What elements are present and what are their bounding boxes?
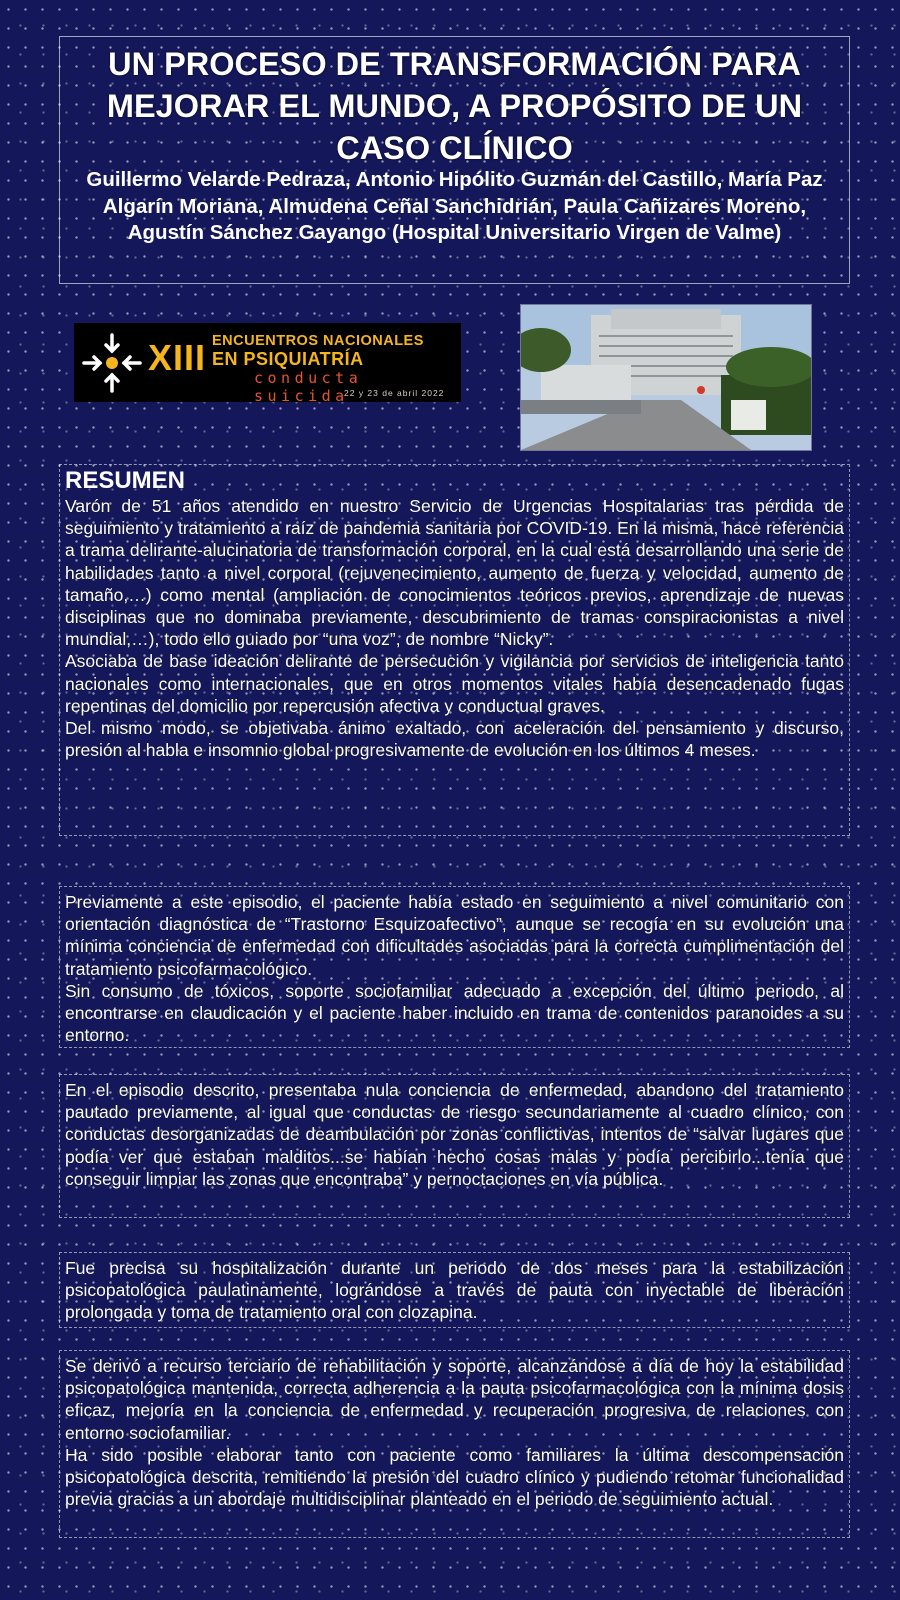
resumen-box (59, 464, 850, 836)
logo-line1: ENCUENTROS NACIONALES (212, 333, 424, 349)
crescent-decoration-icon (6, 1206, 62, 1268)
congress-logo (74, 323, 461, 402)
followup-box (59, 1350, 850, 1538)
hospital-building-image (521, 305, 811, 450)
logo-line4: 22 y 23 de abril 2022 (344, 388, 445, 398)
history-box (59, 886, 850, 1048)
resumen-paragraph-2: Asociaba de base ideación delirante de persecución y vigilancia por servicios de inteligencia tanto nacionales como internacionales, que en otros momentos vitales había desencadenado fugas repentinas del domicilio por repercusión afectiva y conductual graves. (65, 651, 844, 716)
history-paragraph-2: Sin consumo de tóxicos, soporte sociofamiliar adecuado a excepción del último periodo, al encontrarse en claudicación y el paciente haber incluido en trama de contenidos paranoides a su entorno. (65, 980, 844, 1046)
logo-line2: EN PSIQUIATRÍA (212, 349, 364, 369)
crescent-decoration-icon (0, 840, 70, 920)
episode-box (59, 1074, 850, 1218)
followup-paragraph-1: Se derivó a recurso terciario de rehabilitación y soporte, alcanzándose a día de hoy la estabilidad psicopatológica mantenida, correcta adherencia a la pauta psicofarmacológica con la mínima dosis eficaz, mejoría en la conciencia de enfermedad y recuperación progresiva de relaciones con entorno sociofamiliar. (65, 1356, 844, 1443)
history-paragraph-1: Previamente a este episodio, el paciente había estado en seguimiento a nivel comunitario con orientación diagnóstica de “Trastorno Esquizoafectivo”, aunque se recogía en su evolución una mínima conciencia de enfermedad con dificultades asociadas para la correcta cumplimentación del tratamiento psicofarmacológico. (65, 892, 844, 979)
hospitalization-box (59, 1252, 850, 1328)
crescent-decoration-icon (8, 1318, 64, 1380)
resumen-paragraph-1: Varón de 51 años atendido en nuestro Servicio de Urgencias Hospitalarias tras pérdida de seguimiento y tratamiento a raíz de pandemia sanitaria por COVID-19. En la misma, hace referencia a trama delirante-alucinatoria de transformación corporal, en la cual está desarrollando una serie de habilidades tanto a nivel corporal (rejuvenecimiento, aumento de fuerza y velocidad, aumento de tamaño,…) como mental (ampliación de conocimientos teóricos previos, aprendizaje de nuevas disciplinas que no dominaba previamente, descubrimiento de tramas conspiracionistas a nivel mundial,…), todo ello guiado por “una voz”, de nombre “Nicky”. (65, 496, 844, 650)
hospitalization-paragraph: Fue precisa su hospitalización durante un periodo de dos meses para la estabilización psicopatológica paulatinamente, lográndose a través de pauta con inyectable de liberación prolongada y toma de tratamiento oral con clozapina. (65, 1258, 844, 1323)
logo-line3: conducta suicida (254, 369, 363, 402)
episode-paragraph: En el episodio descrito, presentaba nula conciencia de enfermedad, abandono del tratamiento pautado previamente, al igual que conductas de riesgo secundariamente al cuadro clínico, con conductas desorganizadas de deambulación por zonas conflictivas, intentos de “salvar lugares que podía ver que estaban malditos...se habían hecho cosas malas y podía percibirlo...tenía que conseguir limpiar las zonas que encontraba” y pernoctaciones en vía pública. (65, 1080, 844, 1189)
poster-title: UN PROCESO DE TRANSFORMACIÓN PARA MEJORAR EL MUNDO, A PROPÓSITO DE UN CASO CLÍNICO (106, 46, 803, 166)
logo-number: XIII (148, 337, 207, 378)
arrows-icon (80, 331, 144, 395)
resumen-paragraph-3: Del mismo modo, se objetivaba ánimo exaltado, con aceleración del pensamiento y discurso, presión al habla e insomnio global progresivamente de evolución en los últimos 4 meses. (65, 718, 844, 761)
hospital-photo (520, 304, 812, 451)
poster-authors: Guillermo Velarde Pedraza, Antonio Hipólito Guzmán del Castillo, María Paz Algarín Moriana, Almudena Ceñal Sanchidrián, Paula Cañizares Moreno, Agustín Sánchez Gayango (Hospital Universitario Virgen de Valme) (86, 168, 823, 244)
crescent-decoration-icon (4, 1042, 62, 1106)
title-box (59, 36, 850, 284)
resumen-heading: RESUMEN (65, 467, 186, 494)
followup-paragraph-2: Ha sido posible elaborar tanto con paciente como familiares la última descompensación psicopatológica descrita, remitiendo la presión del cuadro clínico y pudiendo retomar funcionalidad previa gracias a un abordaje multidisciplinar planteado en el periodo de seguimiento actual. (65, 1444, 844, 1510)
